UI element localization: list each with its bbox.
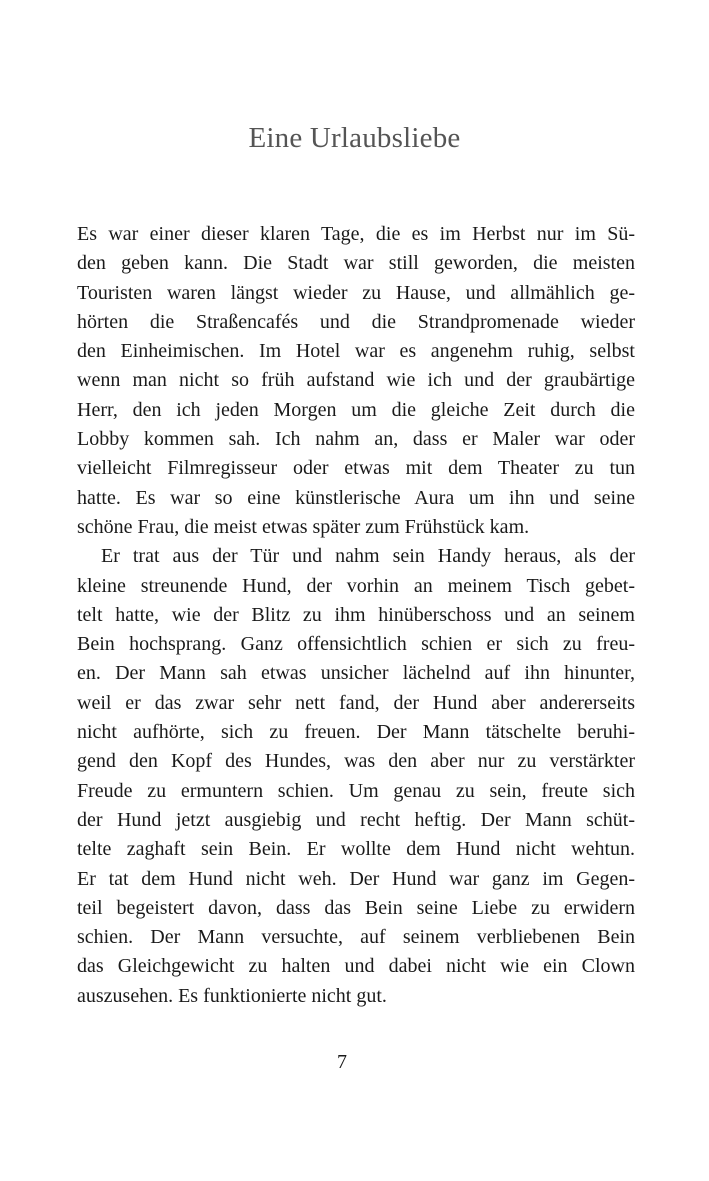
text-line: weil er das zwar sehr nett fand, der Hund aber andererseits xyxy=(77,691,635,714)
text-line: Touristen waren längst wieder zu Hause, und allmählich ge- xyxy=(77,281,635,304)
text-line: telte zaghaft sein Bein. Er wollte dem Hund nicht wehtun. xyxy=(77,838,635,861)
text-line: Freude zu ermuntern schien. Um genau zu sein, freute sich xyxy=(77,779,635,802)
text-line: der Hund jetzt ausgiebig und recht heftig. Der Mann schüt- xyxy=(77,808,635,831)
text-line: Herr, den ich jeden Morgen um die gleiche Zeit durch die xyxy=(77,398,635,421)
text-line: nicht aufhörte, sich zu freuen. Der Mann tätschelte beruhi- xyxy=(77,721,635,744)
chapter-title: Eine Urlaubsliebe xyxy=(248,122,461,154)
text-line: das Gleichgewicht zu halten und dabei nicht wie ein Clown xyxy=(77,955,635,978)
text-line: hörten die Straßencafés und die Strandpromenade wieder xyxy=(77,310,635,333)
text-line: vielleicht Filmregisseur oder etwas mit dem Theater zu tun xyxy=(77,457,635,480)
text-line: auszusehen. Es funktionierte nicht gut. xyxy=(77,984,387,1007)
text-line: en. Der Mann sah etwas unsicher lächelnd auf ihn hinunter, xyxy=(77,662,635,685)
body-text xyxy=(77,220,635,1011)
text-line: den Einheimischen. Im Hotel war es angenehm ruhig, selbst xyxy=(77,340,635,363)
text-line: schien. Der Mann versuchte, auf seinem verbliebenen Bein xyxy=(77,926,635,949)
text-line: Bein hochsprang. Ganz offensichtlich schien er sich zu freu- xyxy=(77,633,635,656)
text-line: Lobby kommen sah. Ich nahm an, dass er Maler war oder xyxy=(77,428,635,451)
text-line: schöne Frau, die meist etwas später zum Frühstück kam. xyxy=(77,515,530,538)
text-line: teil begeistert davon, dass das Bein seine Liebe zu erwidern xyxy=(77,896,635,919)
text-line: Er tat dem Hund nicht weh. Der Hund war ganz im Gegen- xyxy=(77,867,635,890)
text-line: wenn man nicht so früh aufstand wie ich und der graubärtige xyxy=(77,369,635,392)
page-number: 7 xyxy=(337,1051,347,1073)
text-line: den geben kann. Die Stadt war still geworden, die meisten xyxy=(77,252,635,275)
text-line: telt hatte, wie der Blitz zu ihm hinüberschoss und an seinem xyxy=(77,603,635,626)
text-line: gend den Kopf des Hundes, was den aber nur zu verstärkter xyxy=(77,750,635,773)
text-line: Es war einer dieser klaren Tage, die es im Herbst nur im Sü- xyxy=(77,223,635,245)
text-line: hatte. Es war so eine künstlerische Aura um ihn und seine xyxy=(77,486,635,509)
text-line: kleine streunende Hund, der vorhin an meinem Tisch gebet- xyxy=(77,574,635,597)
text-line: Er trat aus der Tür und nahm sein Handy heraus, als der xyxy=(101,545,635,568)
